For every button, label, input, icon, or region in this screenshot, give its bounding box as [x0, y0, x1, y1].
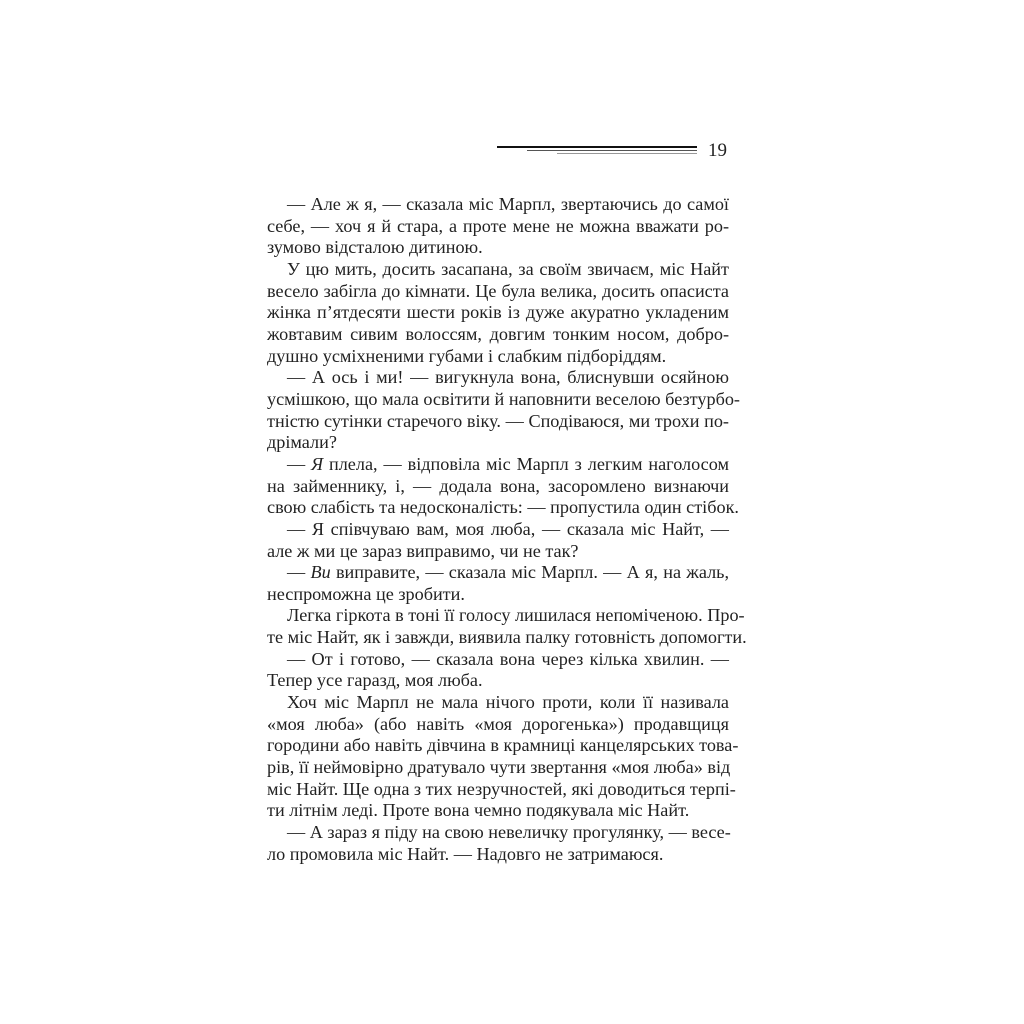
text-line: міс Найт. Ще одна з тих незручностей, які доводиться терпі- [267, 778, 736, 799]
text-line: себе, — хоч я й стара, а проте мене не можна вважати ро- [267, 215, 729, 236]
text-line: жінка п’ятдесяти шести років із дуже акуратно укладеним [267, 302, 729, 323]
text-line: «моя люба» (або навіть «моя дорогенька») продавщиця [267, 713, 729, 734]
text-line: те міс Найт, як і завжди, виявила палку готовність допомогти. [267, 627, 747, 648]
text-line: Легка гіркота в тоні її голосу лишилася непоміченою. Про- [287, 605, 745, 626]
text-line: але ж ми це зараз виправимо, чи не так? [267, 540, 579, 561]
text-line: на займеннику, і, — додала вона, засоромлено визнаючи [267, 475, 729, 496]
page-number: 19 [708, 140, 727, 161]
text-line: ло промовила міс Найт. — Надовго не затримаюся. [267, 843, 664, 864]
text-line: зумово відсталою дитиною. [267, 237, 483, 258]
header-rule [557, 153, 697, 154]
text-line: дрімали? [267, 432, 337, 453]
text-line: свою слабість та недосконалість: — пропустила один стібок. [267, 497, 739, 518]
text-line: городини або навіть дівчина в крамниці канцелярських това- [267, 735, 739, 756]
header-rule [497, 146, 697, 148]
text-line: — Ви виправите, — сказала міс Марпл. — А я, на жаль, [287, 562, 730, 583]
body-text [267, 194, 747, 865]
text-line: душно усміхненими губами і слабким підборіддям. [267, 345, 667, 366]
text-line: весело забігла до кімнати. Це була велика, досить опасиста [267, 280, 729, 301]
text-line: Тепер усе гаразд, моя люба. [267, 670, 483, 691]
text-line: жовтавим сивим волоссям, довгим тонким носом, добро- [267, 323, 729, 344]
text-line: усмішкою, що мала освітити й наповнити веселою безтурбо- [267, 388, 740, 409]
text-line: ти літнім леді. Проте вона чемно подякувала міс Найт. [267, 800, 690, 821]
text-line: — Я співчуваю вам, моя люба, — сказала міс Найт, — [287, 518, 729, 539]
text-line: рів, її неймовірно дратувало чути звертання «моя люба» від [267, 757, 731, 778]
text-line: — От і готово, — сказала вона через кілька хвилин. — [287, 648, 729, 669]
text-line: У цю мить, досить засапана, за своїм звичаєм, міс Найт [287, 258, 729, 279]
text-line: — А зараз я піду на свою невеличку прогулянку, — весе- [287, 822, 731, 843]
text-line: — Я плела, — відповіла міс Марпл з легким наголосом [287, 453, 729, 474]
header-rule [527, 150, 697, 151]
text-line: тністю сутінки старечого віку. — Сподіваюся, ми трохи по- [267, 410, 729, 431]
text-line: Хоч міс Марпл не мала нічого проти, коли її називала [287, 692, 729, 713]
running-header [497, 138, 737, 164]
text-line: неспроможна це зробити. [267, 583, 465, 604]
text-line: — Але ж я, — сказала міс Марпл, звертаючись до самої [287, 194, 729, 214]
text-line: — А ось і ми! — вигукнула вона, блиснувши осяйною [287, 367, 729, 388]
